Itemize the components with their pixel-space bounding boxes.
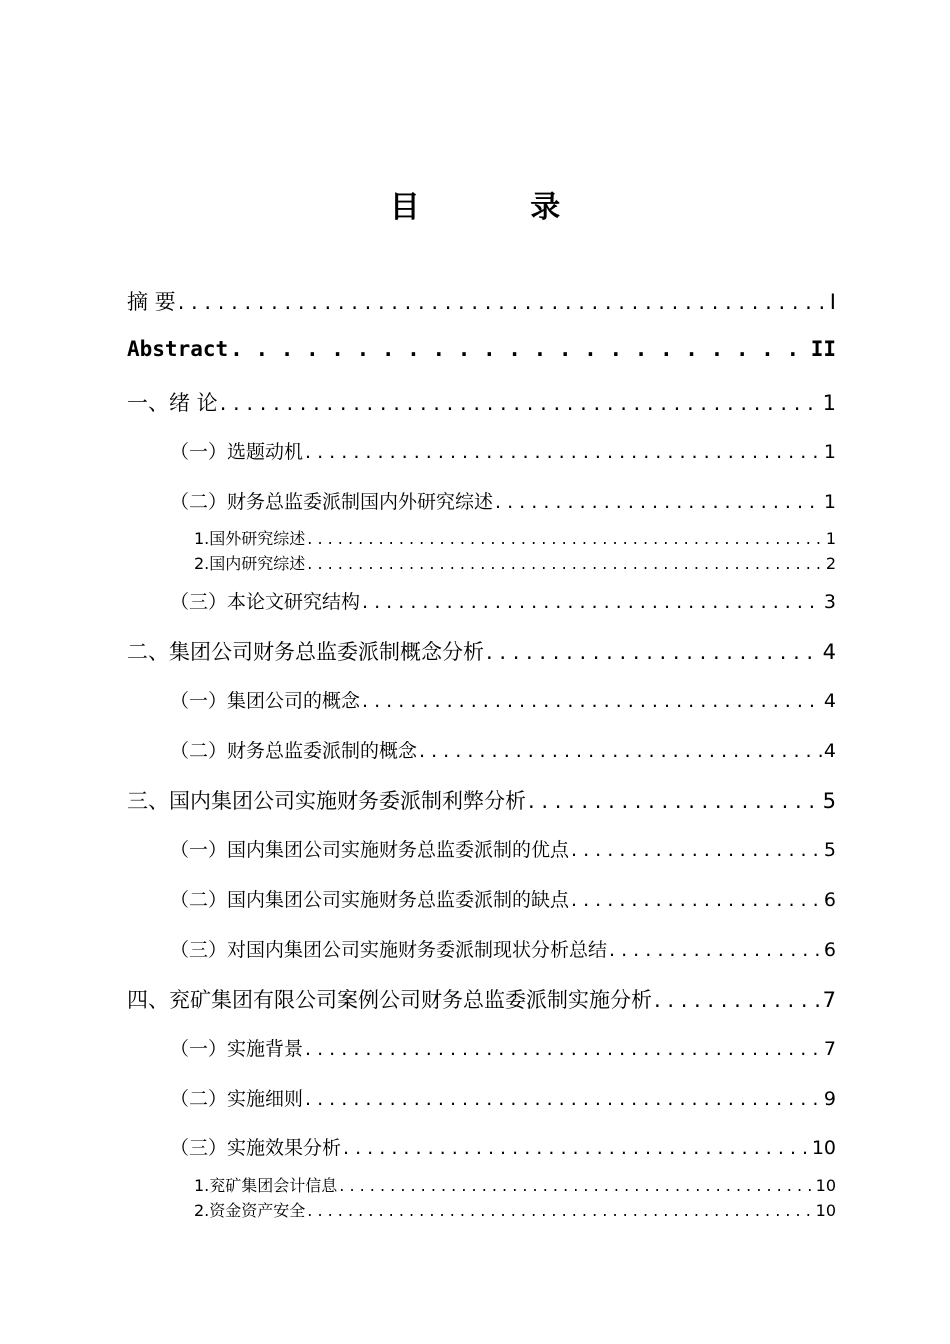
toc-entry-abstract-cn[interactable] xyxy=(127,286,836,316)
toc-leader-dots xyxy=(571,839,822,861)
toc-entry-page: 4 xyxy=(823,740,836,762)
toc-entry-subsection[interactable] xyxy=(194,551,836,574)
toc-entry-page: 1 xyxy=(823,491,836,513)
toc-entry-label: 国内研究综述 xyxy=(209,554,306,573)
toc-leader-dots xyxy=(339,1176,813,1195)
toc-leader-dots xyxy=(307,1201,813,1220)
toc-entry-label: 资金资产安全 xyxy=(209,1201,306,1220)
toc-entry-subsection[interactable] xyxy=(194,526,836,549)
toc-leader-dots xyxy=(343,1137,810,1159)
toc-entry-page: 7 xyxy=(822,988,836,1012)
toc-entry-subsection[interactable] xyxy=(194,1198,836,1221)
toc-entry-page: 1 xyxy=(825,529,836,548)
toc-entry-page: I xyxy=(829,290,836,314)
toc-entry-page: 10 xyxy=(815,1201,836,1220)
toc-entry-page: 5 xyxy=(822,789,836,813)
toc-leader-dots xyxy=(486,640,821,664)
toc-entry-page: 4 xyxy=(823,690,836,712)
toc-leader-dots xyxy=(178,290,828,314)
toc-leader-dots xyxy=(528,789,821,813)
toc-entry-chapter-1[interactable] xyxy=(127,387,836,417)
toc-entry-label: （三）对国内集团公司实施财务委派制现状分析总结 xyxy=(170,939,608,961)
toc-leader-dots xyxy=(654,988,821,1012)
toc-entry-chapter-3[interactable] xyxy=(127,785,836,815)
toc-entry-section[interactable] xyxy=(170,686,836,713)
toc-entry-label: （二）财务总监委派制国内外研究综述 xyxy=(170,491,494,513)
toc-leader-dots xyxy=(307,529,824,548)
toc-entry-label: （一）国内集团公司实施财务总监委派制的优点 xyxy=(170,839,570,861)
toc-entry-page: 10 xyxy=(815,1176,836,1195)
toc-entry-label: Abstract xyxy=(127,337,229,361)
toc-entry-number: 2. xyxy=(194,554,210,573)
toc-leader-dots xyxy=(419,740,822,762)
toc-entry-page: 1 xyxy=(823,441,836,463)
toc-entry-section[interactable] xyxy=(170,835,836,862)
toc-entry-chapter-4[interactable] xyxy=(127,984,836,1014)
toc-entry-page: 9 xyxy=(823,1088,836,1110)
toc-entry-label: 国外研究综述 xyxy=(209,529,306,548)
toc-entry-number: 1. xyxy=(194,1176,210,1195)
toc-leader-dots xyxy=(571,889,822,911)
toc-entry-label: 三、国内集团公司实施财务委派制利弊分析 xyxy=(127,789,526,813)
toc-entry-section[interactable] xyxy=(170,1133,836,1160)
toc-entry-section[interactable] xyxy=(170,487,836,514)
toc-leader-dots xyxy=(305,1038,822,1060)
toc-entry-label: （一）选题动机 xyxy=(170,441,304,463)
toc-entry-label: （三）本论文研究结构 xyxy=(170,591,361,613)
toc-entry-page: 4 xyxy=(822,640,836,664)
toc-entry-section[interactable] xyxy=(170,935,836,962)
toc-leader-dots xyxy=(305,1088,822,1110)
toc-entry-section[interactable] xyxy=(170,736,836,763)
toc-entry-abstract-en[interactable] xyxy=(127,337,836,361)
toc-leader-dots xyxy=(495,491,822,513)
toc-leader-dots xyxy=(230,337,809,361)
toc-entry-chapter-2[interactable] xyxy=(127,636,836,666)
toc-entry-label: （三）实施效果分析 xyxy=(170,1137,342,1159)
toc-entry-subsection[interactable] xyxy=(194,1173,836,1196)
toc-title: 目 录 xyxy=(389,190,611,225)
toc-leader-dots xyxy=(362,591,822,613)
toc-entry-label: （二）实施细则 xyxy=(170,1088,304,1110)
toc-entry-section[interactable] xyxy=(170,1084,836,1111)
toc-entry-section[interactable] xyxy=(170,1034,836,1061)
toc-entry-page: 10 xyxy=(811,1137,836,1159)
toc-entry-section[interactable] xyxy=(170,437,836,464)
toc-leader-dots xyxy=(305,441,822,463)
toc-entry-label: 兖矿集团会计信息 xyxy=(209,1176,338,1195)
toc-entry-page: 1 xyxy=(822,391,836,415)
toc-entry-page: 7 xyxy=(823,1038,836,1060)
toc-entry-page: 6 xyxy=(823,889,836,911)
toc-leader-dots xyxy=(307,554,824,573)
toc-entry-label: 一、绪 论 xyxy=(127,391,218,415)
toc-entry-page: 2 xyxy=(825,554,836,573)
toc-leader-dots xyxy=(220,391,821,415)
toc-leader-dots xyxy=(609,939,822,961)
toc-entry-label: 二、集团公司财务总监委派制概念分析 xyxy=(127,640,484,664)
toc-entry-label: 摘 要 xyxy=(127,290,176,314)
toc-entry-label: （二）国内集团公司实施财务总监委派制的缺点 xyxy=(170,889,570,911)
toc-entry-page: II xyxy=(810,337,836,361)
toc-leader-dots xyxy=(362,690,822,712)
toc-entry-label: （一）集团公司的概念 xyxy=(170,690,361,712)
toc-entry-section[interactable] xyxy=(170,587,836,614)
toc-entry-label: 四、兖矿集团有限公司案例公司财务总监委派制实施分析 xyxy=(127,988,652,1012)
toc-entry-label: （一）实施背景 xyxy=(170,1038,304,1060)
toc-entry-number: 1. xyxy=(194,529,210,548)
toc-entry-page: 5 xyxy=(823,839,836,861)
toc-entry-label: （二）财务总监委派制的概念 xyxy=(170,740,418,762)
toc-entry-page: 3 xyxy=(823,591,836,613)
toc-entry-section[interactable] xyxy=(170,885,836,912)
toc-entry-page: 6 xyxy=(823,939,836,961)
toc-entry-number: 2. xyxy=(194,1201,210,1220)
